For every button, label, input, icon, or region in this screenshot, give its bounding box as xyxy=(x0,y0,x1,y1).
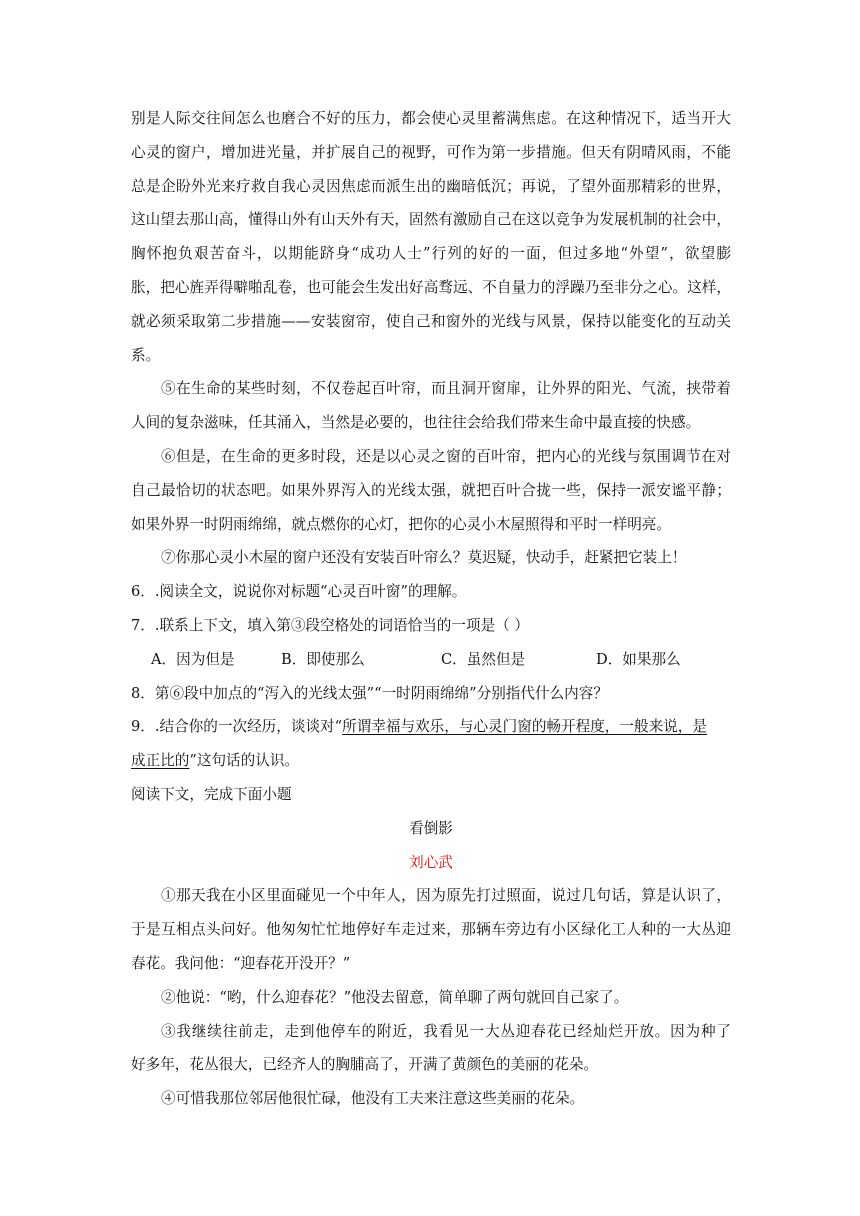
question-8: 8．第⑥段中加点的“泻入的光线太强”“一时阴雨绵绵”分别指代什么内容？ xyxy=(131,684,608,702)
text-line: 胀，把心旌弄得噼啪乱卷，也可能会生发出好高骛远、不自量力的浮躁乃至非分之心。这样， xyxy=(131,278,731,296)
text-line: ⑤在生命的某些时刻，不仅卷起百叶帘，而且洞开窗扉，让外界的阳光、气流，挟带着 xyxy=(161,380,731,398)
text-line: 就必须采取第二步措施——安装窗帘，使自己和窗外的光线与风景，保持以能变化的互动关 xyxy=(131,312,731,330)
passage2-paragraph-4: ④可惜我那位邻居他很忙碌，他没有工夫来注意这些美丽的花朵。 xyxy=(161,1090,585,1108)
question-9-quote: 所谓幸福与欢乐，与心灵门窗的畅开程度，一般来说，是 xyxy=(342,718,707,736)
text-line: ③我继续往前走，走到他停车的附近，我看见一大丛迎春花已经灿烂开放。因为种了 xyxy=(161,1022,731,1040)
text-line: 好多年，花丛很大，已经齐人的胸脯高了，开满了黄颜色的美丽的花朵。 xyxy=(131,1056,599,1074)
passage2-paragraph-1 xyxy=(131,879,731,980)
question-7: 7．.联系上下文，填入第③段空格处的词语恰当的一项是（ ） xyxy=(131,616,530,634)
text-line: 人间的复杂滋味，任其涌入，当然是必要的，也往往会给我们带来生命中最直接的快感。 xyxy=(131,414,701,432)
question-7-options xyxy=(131,643,731,677)
text-line: 如果外界一时阴雨绵绵，就点燃你的心灯，把你的心灵小木屋照得和平时一样明亮。 xyxy=(131,515,671,533)
passage1-paragraph-7: ⑦你那心灵小木屋的窗户还没有安装百叶帘么？莫迟疑，快动手，赶紧把它装上！ xyxy=(161,549,687,567)
passage1-paragraph-5 xyxy=(131,372,731,440)
question-9-line-1 xyxy=(131,710,731,744)
text-line: 胸怀抱负艰苦奋斗，以期能跻身“成功人士”行列的好的一面，但过多地“外望”，欲望膨 xyxy=(131,245,731,263)
option-c: C．虽然但是 xyxy=(441,650,526,668)
text-line: 别是人际交往间怎么也磨合不好的压力，都会使心灵里蓄满焦虑。在这种情况下，适当开大 xyxy=(131,110,731,127)
reading-instruction: 阅读下文，完成下面小题 xyxy=(131,785,292,803)
text-line: 于是互相点头问好。他匆匆忙忙地停好车走过来，那辆车旁边有小区绿化工人种的一大丛迎 xyxy=(131,921,731,939)
option-b: B．即使那么 xyxy=(281,650,365,668)
passage2-paragraph-2: ②他说：“哟，什么迎春花？”他没去留意，简单聊了两句就回自己家了。 xyxy=(161,988,629,1006)
text-line: 这山望去那山高，懂得山外有山天外有天，固然有激励自己在这以竞争为发展机制的社会中， xyxy=(131,211,731,229)
text-line: 系。 xyxy=(131,346,161,364)
passage1-paragraph-4 xyxy=(131,102,731,372)
text-line: 心灵的窗户，增加进光量，并扩展自己的视野，可作为第一步措施。但天有阴晴风雨，不能 xyxy=(131,143,731,161)
text-line: 总是企盼外光来疗救自我心灵因焦虑而派生出的幽暗低沉；再说，了望外面那精彩的世界， xyxy=(131,177,731,195)
question-9-suffix: ”这句话的认识。 xyxy=(189,752,300,770)
option-a: A．因为但是 xyxy=(151,650,235,668)
passage2-title: 看倒影 xyxy=(409,819,453,837)
question-9-quote-end: 成正比的 xyxy=(131,752,190,770)
text-line: ①那天我在小区里面碰见一个中年人，因为原先打过照面，说过几句话，算是认识了， xyxy=(161,887,731,905)
question-6: 6．.阅读全文，说说你对标题“心灵百叶窗”的理解。 xyxy=(131,583,467,601)
question-9-line-2 xyxy=(131,744,731,778)
passage1-paragraph-6 xyxy=(131,440,731,541)
document-body xyxy=(131,102,731,1116)
text-line: ⑥但是，在生命的更多时段，还是以心灵之窗的百叶帘，把内心的光线与氛围调节在对 xyxy=(161,447,731,465)
passage2-paragraph-3 xyxy=(131,1015,731,1083)
text-line: 自己最恰切的状态吧。如果外界泻入的光线太强，就把百叶合拢一些，保持一派安谧平静； xyxy=(131,481,731,499)
option-d: D．如果那么 xyxy=(596,650,681,668)
text-line: 春花。我问他：“迎春花开没开？” xyxy=(131,954,351,972)
question-9 xyxy=(131,710,731,778)
passage2-author: 刘心武 xyxy=(409,853,453,871)
question-9-prefix: 9．.结合你的一次经历，谈谈对“ xyxy=(131,718,343,736)
